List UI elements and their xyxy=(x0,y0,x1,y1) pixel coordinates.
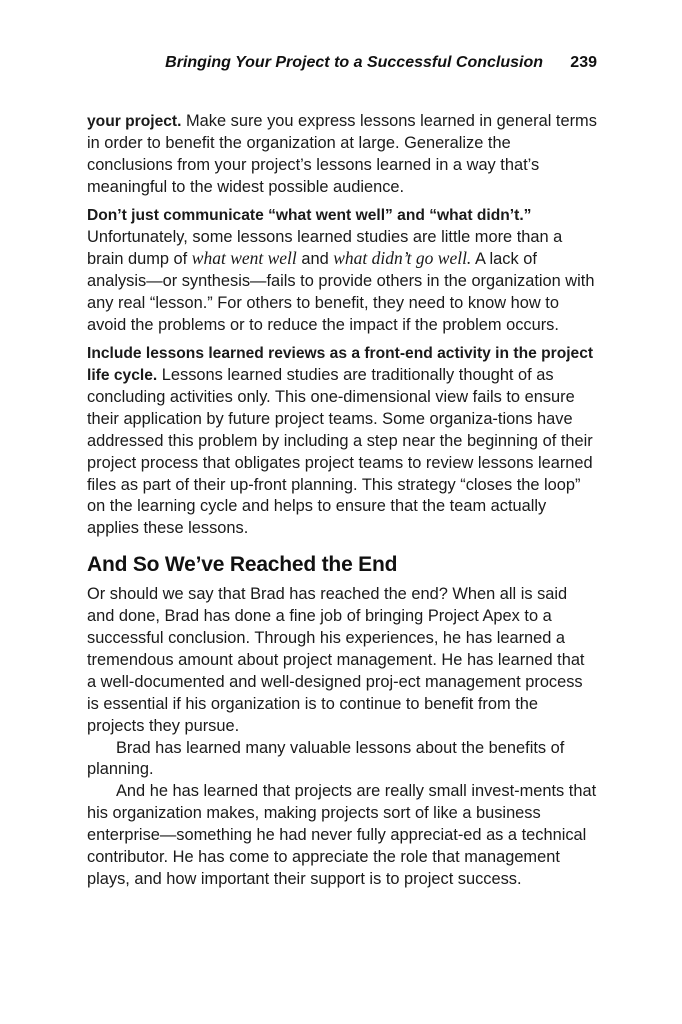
running-head-title: Bringing Your Project to a Successful Conclusion xyxy=(165,54,543,71)
paragraph-communicate xyxy=(87,205,597,337)
paragraph-investments: And he has learned that projects are really small invest-ments that his organization makes, making projects sort of like a business enterprise—something he had never fully appreciat-ed as a technical contributor. He has come to appreciate the role that management plays, and how important their support is to project success. xyxy=(87,782,597,888)
section-heading: And So We’ve Reached the End xyxy=(87,553,398,577)
paragraph-text: Lessons learned studies are traditionally thought of as concluding activities only. This one-dimensional view fails to ensure their application by future project teams. Some organiza-tions have addressed this problem by including a step near the beginning of their project process that obligates project teams to review lessons learned files as part of their up-front planning. This strategy “closes the loop” on the learning cycle and helps to ensure that the team actually applies these lessons. xyxy=(87,365,593,538)
run-in-lead: Don’t just communicate “what went well” and “what didn’t.” xyxy=(87,206,532,224)
paragraph-text: A lack of analysis—or synthesis—fails to provide others in the organization with any real “lesson.” For others to benefit, they need to know how to avoid the problems or to reduce the impact if the problem occurs. xyxy=(87,250,595,335)
paragraph-planning: Brad has learned many valuable lessons about the benefits of planning. xyxy=(87,738,565,779)
paragraph-text: Make sure you express lessons learned in general terms in order to benefit the organization at large. Generalize the conclusions from your project’s lessons learned in a way that’s meaningful to the widest possible audience. xyxy=(87,112,597,196)
paragraph-front-end xyxy=(87,343,597,540)
emphasis-text: what went well xyxy=(191,248,297,269)
run-in-lead: your project. xyxy=(87,113,182,130)
running-head xyxy=(87,54,597,78)
paragraph-text: Unfortunately, some lessons learned studies are little more than a brain dump of xyxy=(87,227,563,269)
run-in-lead: Include lessons learned reviews as a front-end activity in the project life cycle. xyxy=(87,345,594,384)
page-number: 239 xyxy=(570,54,597,71)
emphasis-text: what didn’t go well. xyxy=(333,248,472,269)
paragraph-end-intro: Or should we say that Brad has reached the end? When all is said and done, Brad has done a fine job of bringing Project Apex to a successful conclusion. Through his experiences, he has learned a tremendous amount about project management. He has learned that a well-documented and well-designed proj-ect management process is essential if his organization is to continue to benefit from the projects they pursue. xyxy=(87,585,585,735)
paragraph-text: and xyxy=(296,250,334,269)
paragraph-continued xyxy=(87,111,597,199)
body-text xyxy=(87,111,597,891)
